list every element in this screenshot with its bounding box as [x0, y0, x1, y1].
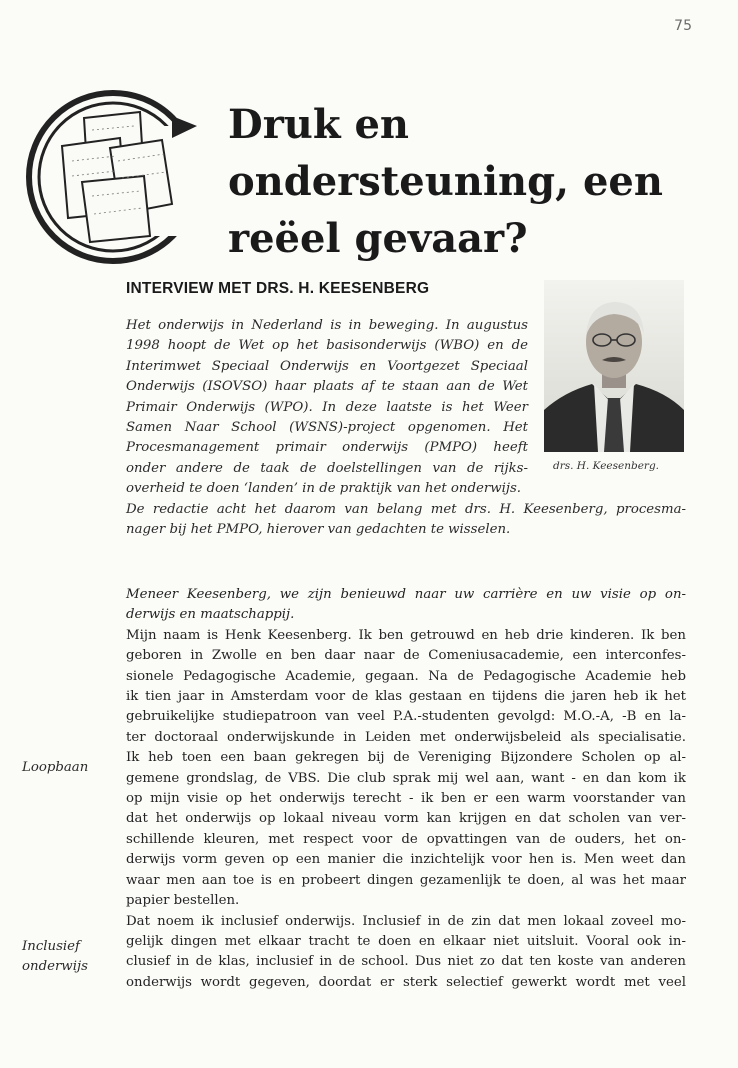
body-line: waar men aan toe is en probeert dingen gezamenlijk te doen, al was het maar	[126, 872, 686, 888]
margin-note-loopbaan: Loopbaan	[22, 760, 89, 775]
body-line: papier bestellen.	[126, 893, 240, 909]
intro-line: Onderwijs (ISOVSO) haar plaats af te staan aan de Wet	[126, 379, 528, 395]
intro-line: overheid te doen ‘landen’ in de praktijk van het onderwijs.	[126, 481, 522, 497]
interview-body	[126, 585, 686, 993]
body-line: op mijn visie op het onderwijs terecht - ik ben er een warm voorstander van	[126, 791, 686, 807]
papers-logo-icon	[22, 86, 204, 268]
body-line: geboren in Zwolle en ben daar naar de Comeniusacademie, een interconfes-	[126, 648, 686, 664]
body-line: Dat noem ik inclusief onderwijs. Inclusief in de zin dat men lokaal zoveel mo-	[126, 913, 686, 929]
body-line: clusief in de klas, inclusief in de school. Dus niet zo dat ten koste van anderen	[126, 954, 686, 970]
body-line: gemene grondslag, de VBS. Die club sprak mij wel aan, want - en dan kom ik	[126, 770, 686, 786]
body-line: gelijk dingen met elkaar tracht te doen en elkaar niet uitsluit. Vooral ook in-	[126, 933, 686, 949]
intro-line: De redactie acht het daarom van belang met drs. H. Keesenberg, procesma-	[126, 501, 686, 517]
question-line: derwijs en maatschappij.	[126, 607, 295, 623]
body-line: ter doctoraal onderwijskunde in Leiden met onderwijsbeleid als specialisatie.	[126, 729, 686, 745]
title-line-2: ondersteuning, een	[228, 158, 663, 205]
intro-line: nager bij het PMPO, hierover van gedachten te wisselen.	[126, 522, 511, 538]
intro-line: Primair Onderwijs (WPO). In deze laatste is het Weer	[126, 399, 528, 415]
margin-note-line: Inclusief	[22, 939, 80, 954]
title-line-1: Druk en	[228, 101, 410, 148]
body-line: onderwijs wordt gegeven, doordat er sterk selectief gewerkt wordt met veel	[126, 974, 686, 990]
body-line: gebruikelijke studiepatroon van veel P.A.-studenten gevolgd: M.O.-A, -B en la-	[126, 709, 686, 725]
margin-note-inclusief-onderwijs	[22, 937, 122, 978]
body-line: Ik heb toen een baan gekregen bij de Vereniging Bijzondere Scholen op al-	[126, 750, 686, 766]
intro-line: Samen Naar School (WSNS)-project opgenomen. Het	[126, 420, 528, 436]
body-line: Mijn naam is Henk Keesenberg. Ik ben getrouwd en heb drie kinderen. Ik ben	[126, 627, 686, 643]
body-line: sionele Pedagogische Academie, gegaan. Na de Pedagogische Academie heb	[126, 668, 686, 684]
article-title	[228, 96, 698, 267]
margin-note-line: onderwijs	[22, 959, 88, 975]
title-line-3: reëel gevaar?	[228, 215, 528, 262]
question-line: Meneer Keesenberg, we zijn benieuwd naar uw carrière en uw visie op on-	[126, 587, 686, 602]
body-line: ik tien jaar in Amsterdam voor de klas gestaan en tijdens die jaren heb ik het	[126, 689, 686, 705]
page-number: 75	[674, 18, 692, 34]
intro-paragraph	[126, 316, 686, 540]
body-line: schillende kleuren, met respect voor de opvattingen van de ouders, het on-	[126, 831, 686, 847]
intro-line: onder andere de taak de doelstellingen van de rijks-	[126, 460, 528, 476]
body-line: derwijs vorm geven op een manier die inzichtelijk voor hen is. Men weet dan	[126, 852, 686, 868]
intro-line: Het onderwijs in Nederland is in beweging. In augustus	[126, 318, 528, 333]
body-line: dat het onderwijs op lokaal niveau vorm kan krijgen en dat scholen van ver-	[126, 811, 686, 827]
intro-line: Interimwet Speciaal Onderwijs en Voortgezet Speciaal	[126, 358, 528, 374]
article-subtitle: INTERVIEW MET DRS. H. KEESENBERG	[126, 280, 430, 297]
intro-line: 1998 hoopt de Wet op het basisonderwijs (WBO) en de	[126, 338, 528, 354]
photo-caption: drs. H. Keesenberg.	[553, 460, 660, 472]
intro-line: Procesmanagement primair onderwijs (PMPO) heeft	[126, 440, 528, 456]
